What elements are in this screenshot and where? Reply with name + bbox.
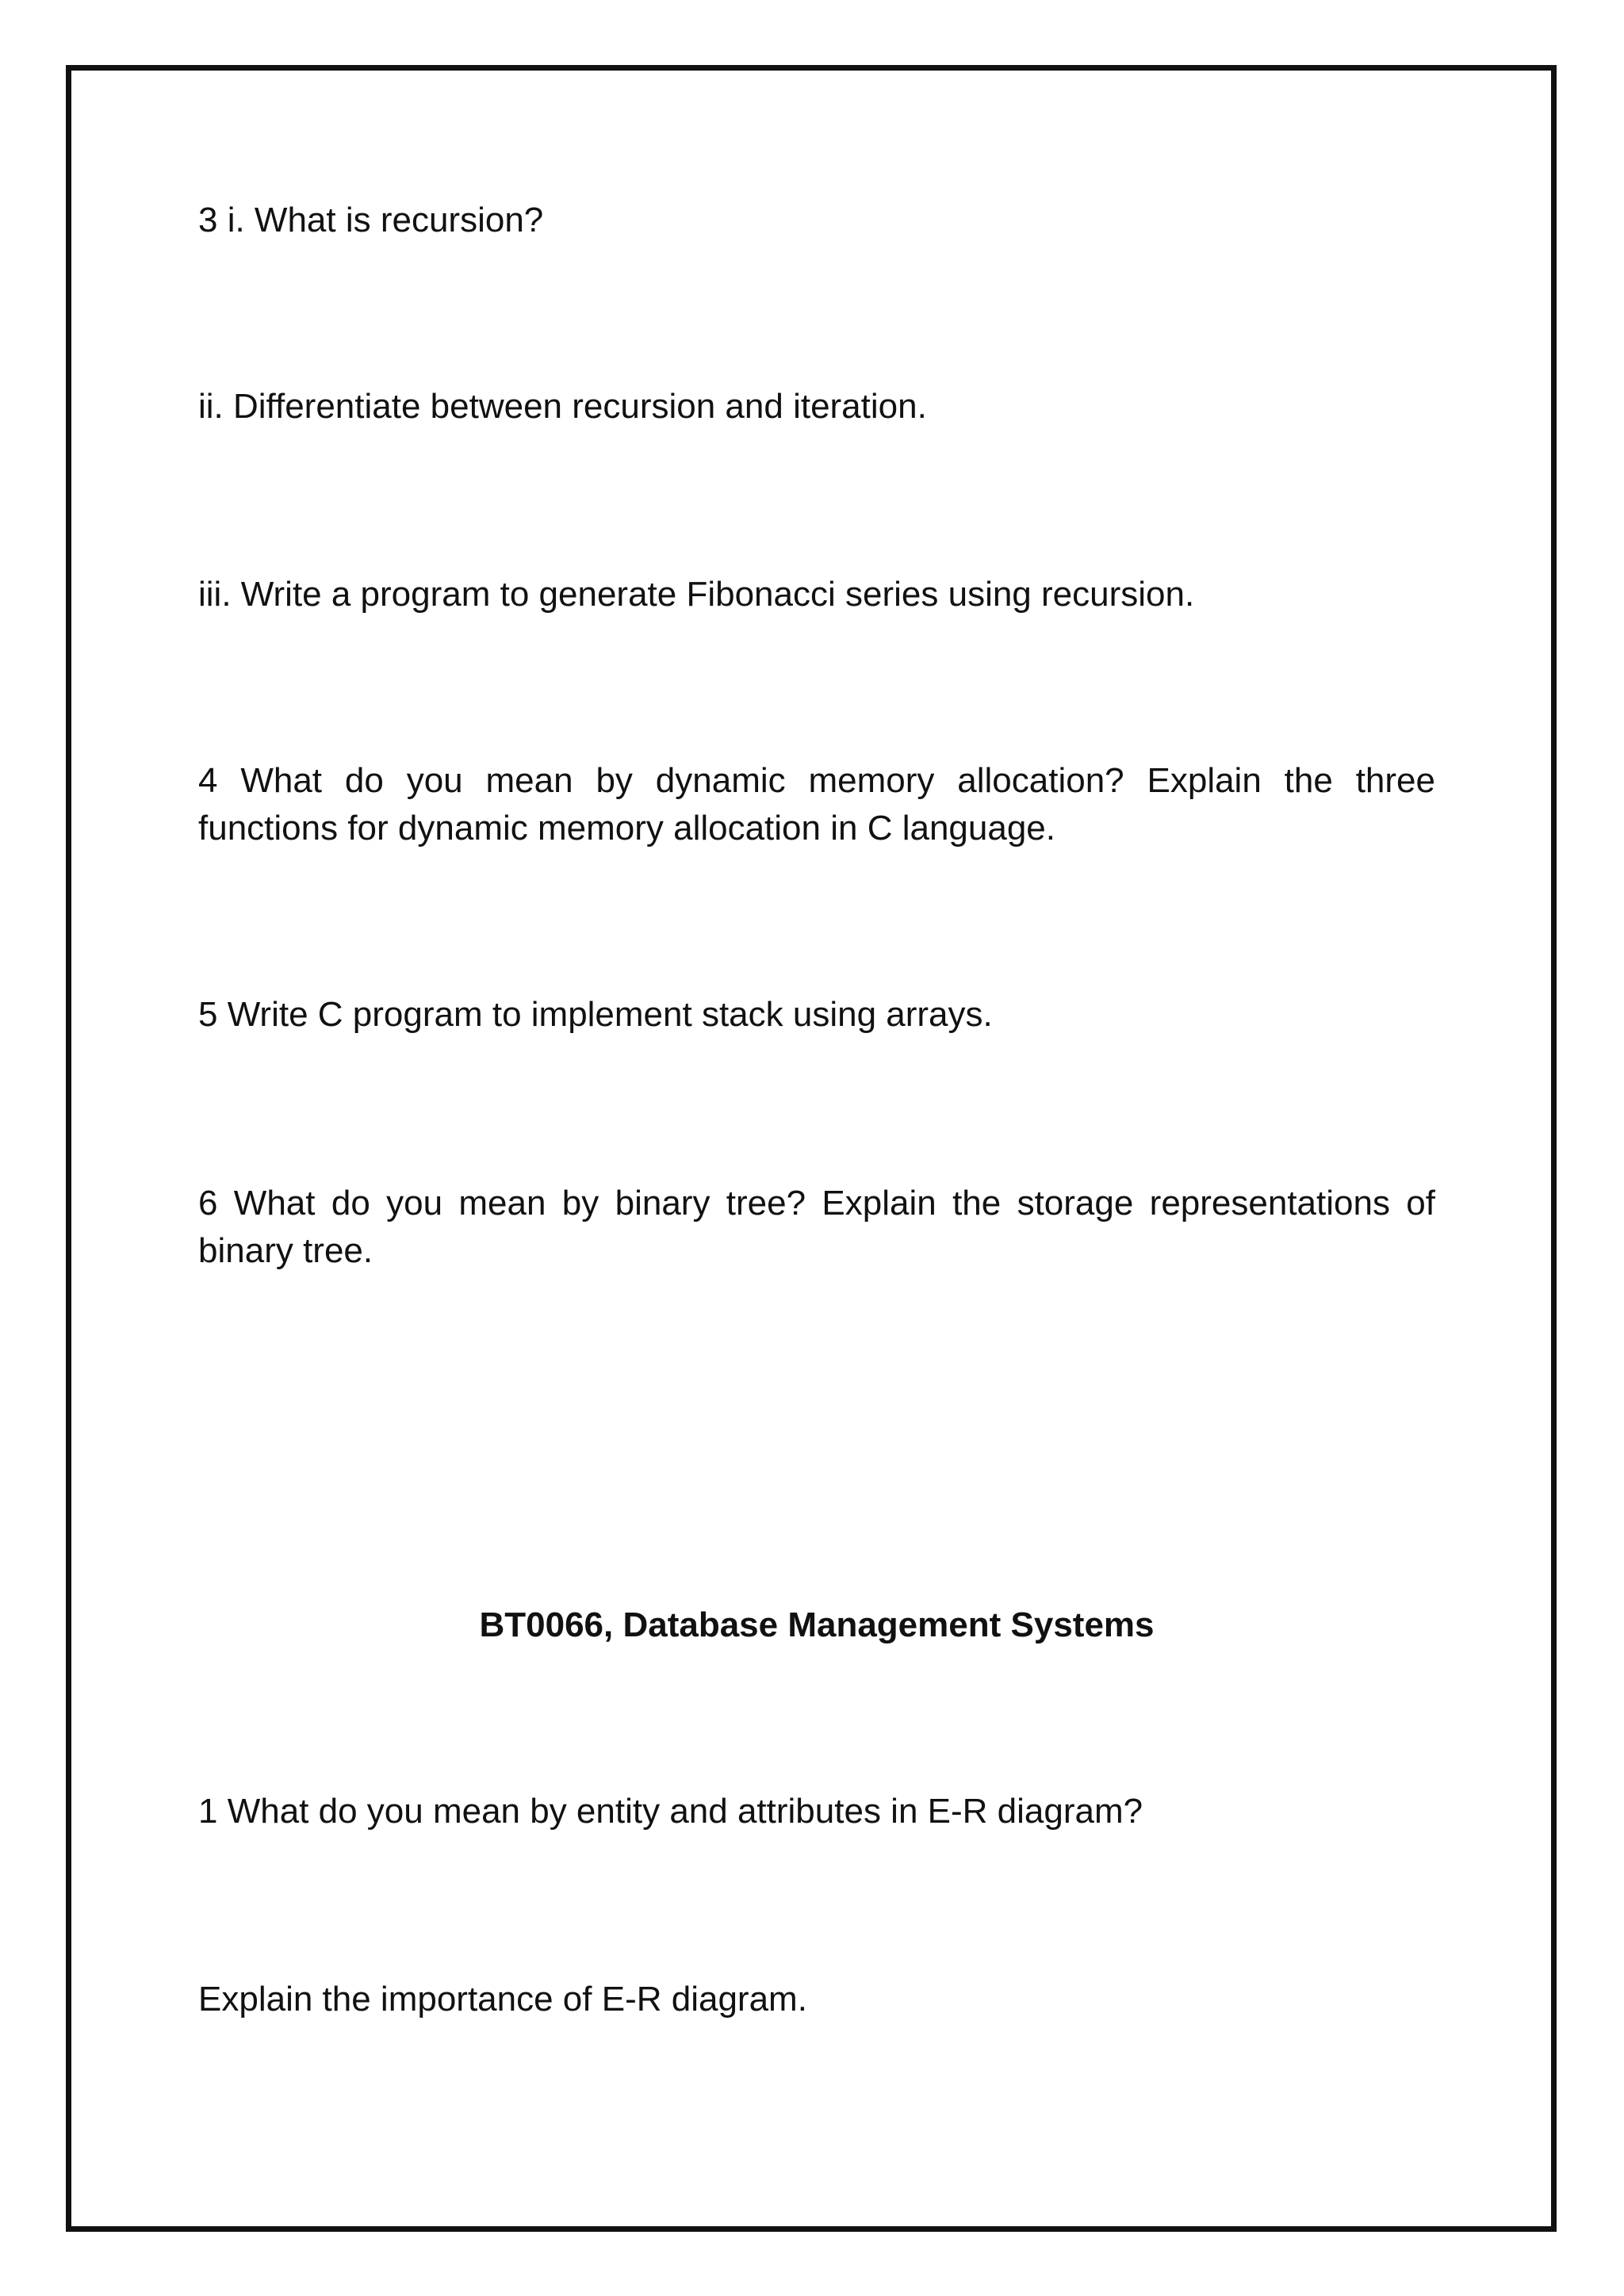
question-dbms-1: 1 What do you mean by entity and attributes in E-R diagram?	[198, 1792, 1143, 1831]
question-4: 4 What do you mean by dynamic memory allocation? Explain the three functions for dynamic memory allocation in C language.	[198, 761, 1435, 848]
question-6: 6 What do you mean by binary tree? Explain the storage representations of binary tree.	[198, 1184, 1435, 1270]
question-dbms-1-explain: Explain the importance of E-R diagram.	[198, 1980, 807, 2019]
question-3-i: 3 i. What is recursion?	[198, 201, 544, 239]
question-5: 5 Write C program to implement stack using arrays.	[198, 995, 993, 1034]
section-heading: BT0066, Database Management Systems	[479, 1605, 1155, 1644]
question-3-ii: ii. Differentiate between recursion and iteration.	[198, 387, 927, 426]
question-3-iii: iii. Write a program to generate Fibonacci series using recursion.	[198, 575, 1195, 614]
